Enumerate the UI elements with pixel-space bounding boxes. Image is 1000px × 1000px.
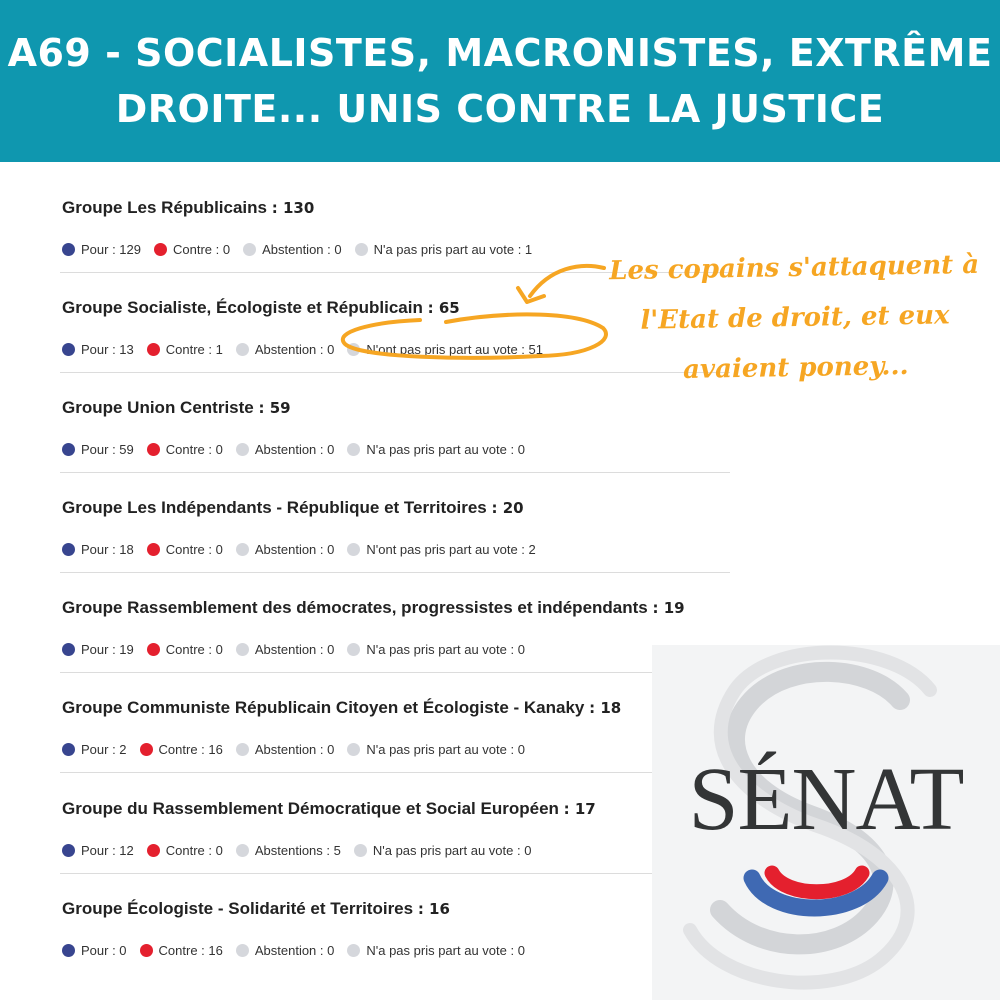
group-count: : 17	[563, 800, 596, 818]
vote-non-participation	[347, 742, 525, 757]
vote-label: N'ont pas pris part au vote : 51	[366, 342, 543, 357]
vote-non-participation	[347, 342, 543, 357]
vote-label: Abstention : 0	[254, 642, 335, 657]
vote-label: Pour : 2	[81, 742, 127, 757]
vote-label: N'a pas pris part au vote : 0	[366, 642, 525, 657]
vote-label: Pour : 0	[81, 943, 127, 958]
vote-label: Contre : 0	[165, 442, 223, 457]
pour-dot-icon	[62, 543, 75, 556]
vote-contre	[140, 943, 223, 958]
vote-pour	[62, 642, 134, 657]
pour-dot-icon	[62, 643, 75, 656]
group-name: Groupe Communiste Républicain Citoyen et Écologiste - Kanaky	[62, 698, 585, 717]
vote-summary	[62, 742, 538, 757]
annotation-line-1: Les copains s'attaquent à	[608, 249, 980, 287]
vote-summary	[62, 442, 538, 457]
vote-abstention	[236, 342, 335, 357]
vote-non-participation	[355, 242, 533, 257]
contre-dot-icon	[154, 243, 167, 256]
handwritten-annotation	[599, 240, 992, 397]
group-name: Groupe Les Indépendants - République et Territoires	[62, 498, 487, 517]
abstention-dot-icon	[236, 944, 249, 957]
vote-label: N'a pas pris part au vote : 1	[373, 242, 533, 257]
group-name: Groupe du Rassemblement Démocratique et Social Européen	[62, 799, 559, 818]
group-row	[60, 472, 730, 573]
group-count: : 16	[417, 900, 450, 918]
group-count: : 65	[427, 299, 460, 317]
vote-label: Abstention : 0	[254, 542, 335, 557]
vote-label: Pour : 19	[81, 642, 134, 657]
vote-label: Contre : 0	[165, 642, 223, 657]
vote-non-participation	[347, 442, 525, 457]
group-row	[60, 572, 730, 673]
group-count: : 20	[491, 499, 524, 517]
vote-label: Pour : 129	[81, 242, 141, 257]
vote-abstention	[236, 442, 335, 457]
contre-dot-icon	[147, 343, 160, 356]
group-name: Groupe Union Centriste	[62, 398, 254, 417]
senat-logo-text: SÉNAT	[688, 750, 964, 849]
contre-dot-icon	[140, 944, 153, 957]
vote-label: Contre : 0	[165, 542, 223, 557]
vote-label: Contre : 1	[165, 342, 223, 357]
vote-pour	[62, 442, 134, 457]
vote-pour	[62, 242, 141, 257]
group-count: : 18	[589, 699, 622, 717]
group-title	[62, 698, 621, 718]
group-row	[60, 672, 730, 773]
vote-abstention	[236, 742, 335, 757]
group-title	[62, 498, 524, 518]
group-title	[62, 598, 685, 618]
group-name: Groupe Les Républicains	[62, 198, 267, 217]
non-participation-dot-icon	[347, 443, 360, 456]
vote-non-participation	[347, 642, 525, 657]
contre-dot-icon	[147, 543, 160, 556]
vote-contre	[147, 542, 223, 557]
vote-label: Contre : 16	[158, 943, 223, 958]
non-participation-dot-icon	[347, 643, 360, 656]
non-participation-dot-icon	[347, 743, 360, 756]
vote-abstention	[243, 242, 342, 257]
vote-label: Contre : 0	[165, 843, 223, 858]
vote-pour	[62, 742, 127, 757]
vote-pour	[62, 843, 134, 858]
contre-dot-icon	[140, 743, 153, 756]
vote-pour	[62, 943, 127, 958]
group-name: Groupe Écologiste - Solidarité et Territoires	[62, 899, 414, 918]
non-participation-dot-icon	[355, 243, 368, 256]
group-count: : 59	[258, 399, 291, 417]
group-title	[62, 198, 314, 218]
vote-label: Abstention : 0	[254, 442, 335, 457]
pour-dot-icon	[62, 844, 75, 857]
header-banner	[0, 0, 1000, 162]
abstention-dot-icon	[236, 443, 249, 456]
vote-label: Contre : 16	[158, 742, 223, 757]
vote-label: Pour : 18	[81, 542, 134, 557]
vote-contre	[147, 843, 223, 858]
vote-label: Abstention : 0	[262, 242, 342, 257]
vote-contre	[147, 442, 223, 457]
non-participation-dot-icon	[347, 944, 360, 957]
vote-label: N'a pas pris part au vote : 0	[366, 742, 525, 757]
group-row	[60, 773, 730, 874]
contre-dot-icon	[147, 443, 160, 456]
abstention-dot-icon	[236, 844, 249, 857]
vote-pour	[62, 542, 134, 557]
vote-label: Pour : 12	[81, 843, 134, 858]
abstention-dot-icon	[236, 743, 249, 756]
pour-dot-icon	[62, 443, 75, 456]
annotation-line-3: avaient poney...	[682, 351, 909, 385]
non-participation-dot-icon	[354, 844, 367, 857]
vote-label: Pour : 13	[81, 342, 134, 357]
group-name: Groupe Rassemblement des démocrates, progressistes et indépendants	[62, 598, 648, 617]
vote-non-participation	[347, 542, 535, 557]
vote-abstention	[236, 642, 335, 657]
non-participation-dot-icon	[347, 343, 360, 356]
non-participation-dot-icon	[347, 543, 360, 556]
abstention-dot-icon	[236, 643, 249, 656]
vote-summary	[62, 642, 538, 657]
vote-abstention	[236, 542, 335, 557]
vote-summary	[62, 843, 544, 858]
group-count: : 19	[652, 599, 685, 617]
vote-label: N'a pas pris part au vote : 0	[372, 843, 532, 858]
vote-summary	[62, 242, 545, 257]
vote-contre	[147, 642, 223, 657]
headline-line-1: A69 - SOCIALISTES, MACRONISTES, EXTRÊME	[7, 31, 993, 75]
vote-label: Abstention : 0	[254, 943, 335, 958]
group-title	[62, 899, 450, 919]
group-count: : 130	[271, 199, 315, 217]
vote-contre	[147, 342, 223, 357]
abstention-dot-icon	[236, 543, 249, 556]
vote-abstention	[236, 843, 341, 858]
vote-label: N'ont pas pris part au vote : 2	[366, 542, 536, 557]
pour-dot-icon	[62, 743, 75, 756]
vote-label: Abstentions : 5	[254, 843, 341, 858]
vote-label: Abstention : 0	[254, 742, 335, 757]
abstention-dot-icon	[243, 243, 256, 256]
vote-pour	[62, 342, 134, 357]
contre-dot-icon	[147, 643, 160, 656]
group-title	[62, 799, 596, 819]
headline-line-2: DROITE... UNIS CONTRE LA JUSTICE	[115, 87, 885, 131]
group-title	[62, 398, 291, 418]
group-row	[60, 873, 730, 973]
annotation-line-2: l'Etat de droit, et eux	[640, 300, 950, 336]
vote-abstention	[236, 943, 335, 958]
group-name: Groupe Socialiste, Écologiste et Républicain	[62, 298, 423, 317]
vote-label: Abstention : 0	[254, 342, 335, 357]
vote-non-participation	[347, 943, 525, 958]
vote-label: N'a pas pris part au vote : 0	[366, 943, 525, 958]
vote-non-participation	[354, 843, 532, 858]
abstention-dot-icon	[236, 343, 249, 356]
pour-dot-icon	[62, 343, 75, 356]
vote-summary	[62, 542, 549, 557]
group-title	[62, 298, 460, 318]
contre-dot-icon	[147, 844, 160, 857]
vote-contre	[154, 242, 230, 257]
pour-dot-icon	[62, 243, 75, 256]
vote-label: N'a pas pris part au vote : 0	[366, 442, 525, 457]
vote-summary	[62, 342, 556, 357]
vote-summary	[62, 943, 538, 958]
pour-dot-icon	[62, 944, 75, 957]
vote-label: Pour : 59	[81, 442, 134, 457]
vote-label: Contre : 0	[173, 242, 231, 257]
vote-contre	[140, 742, 223, 757]
